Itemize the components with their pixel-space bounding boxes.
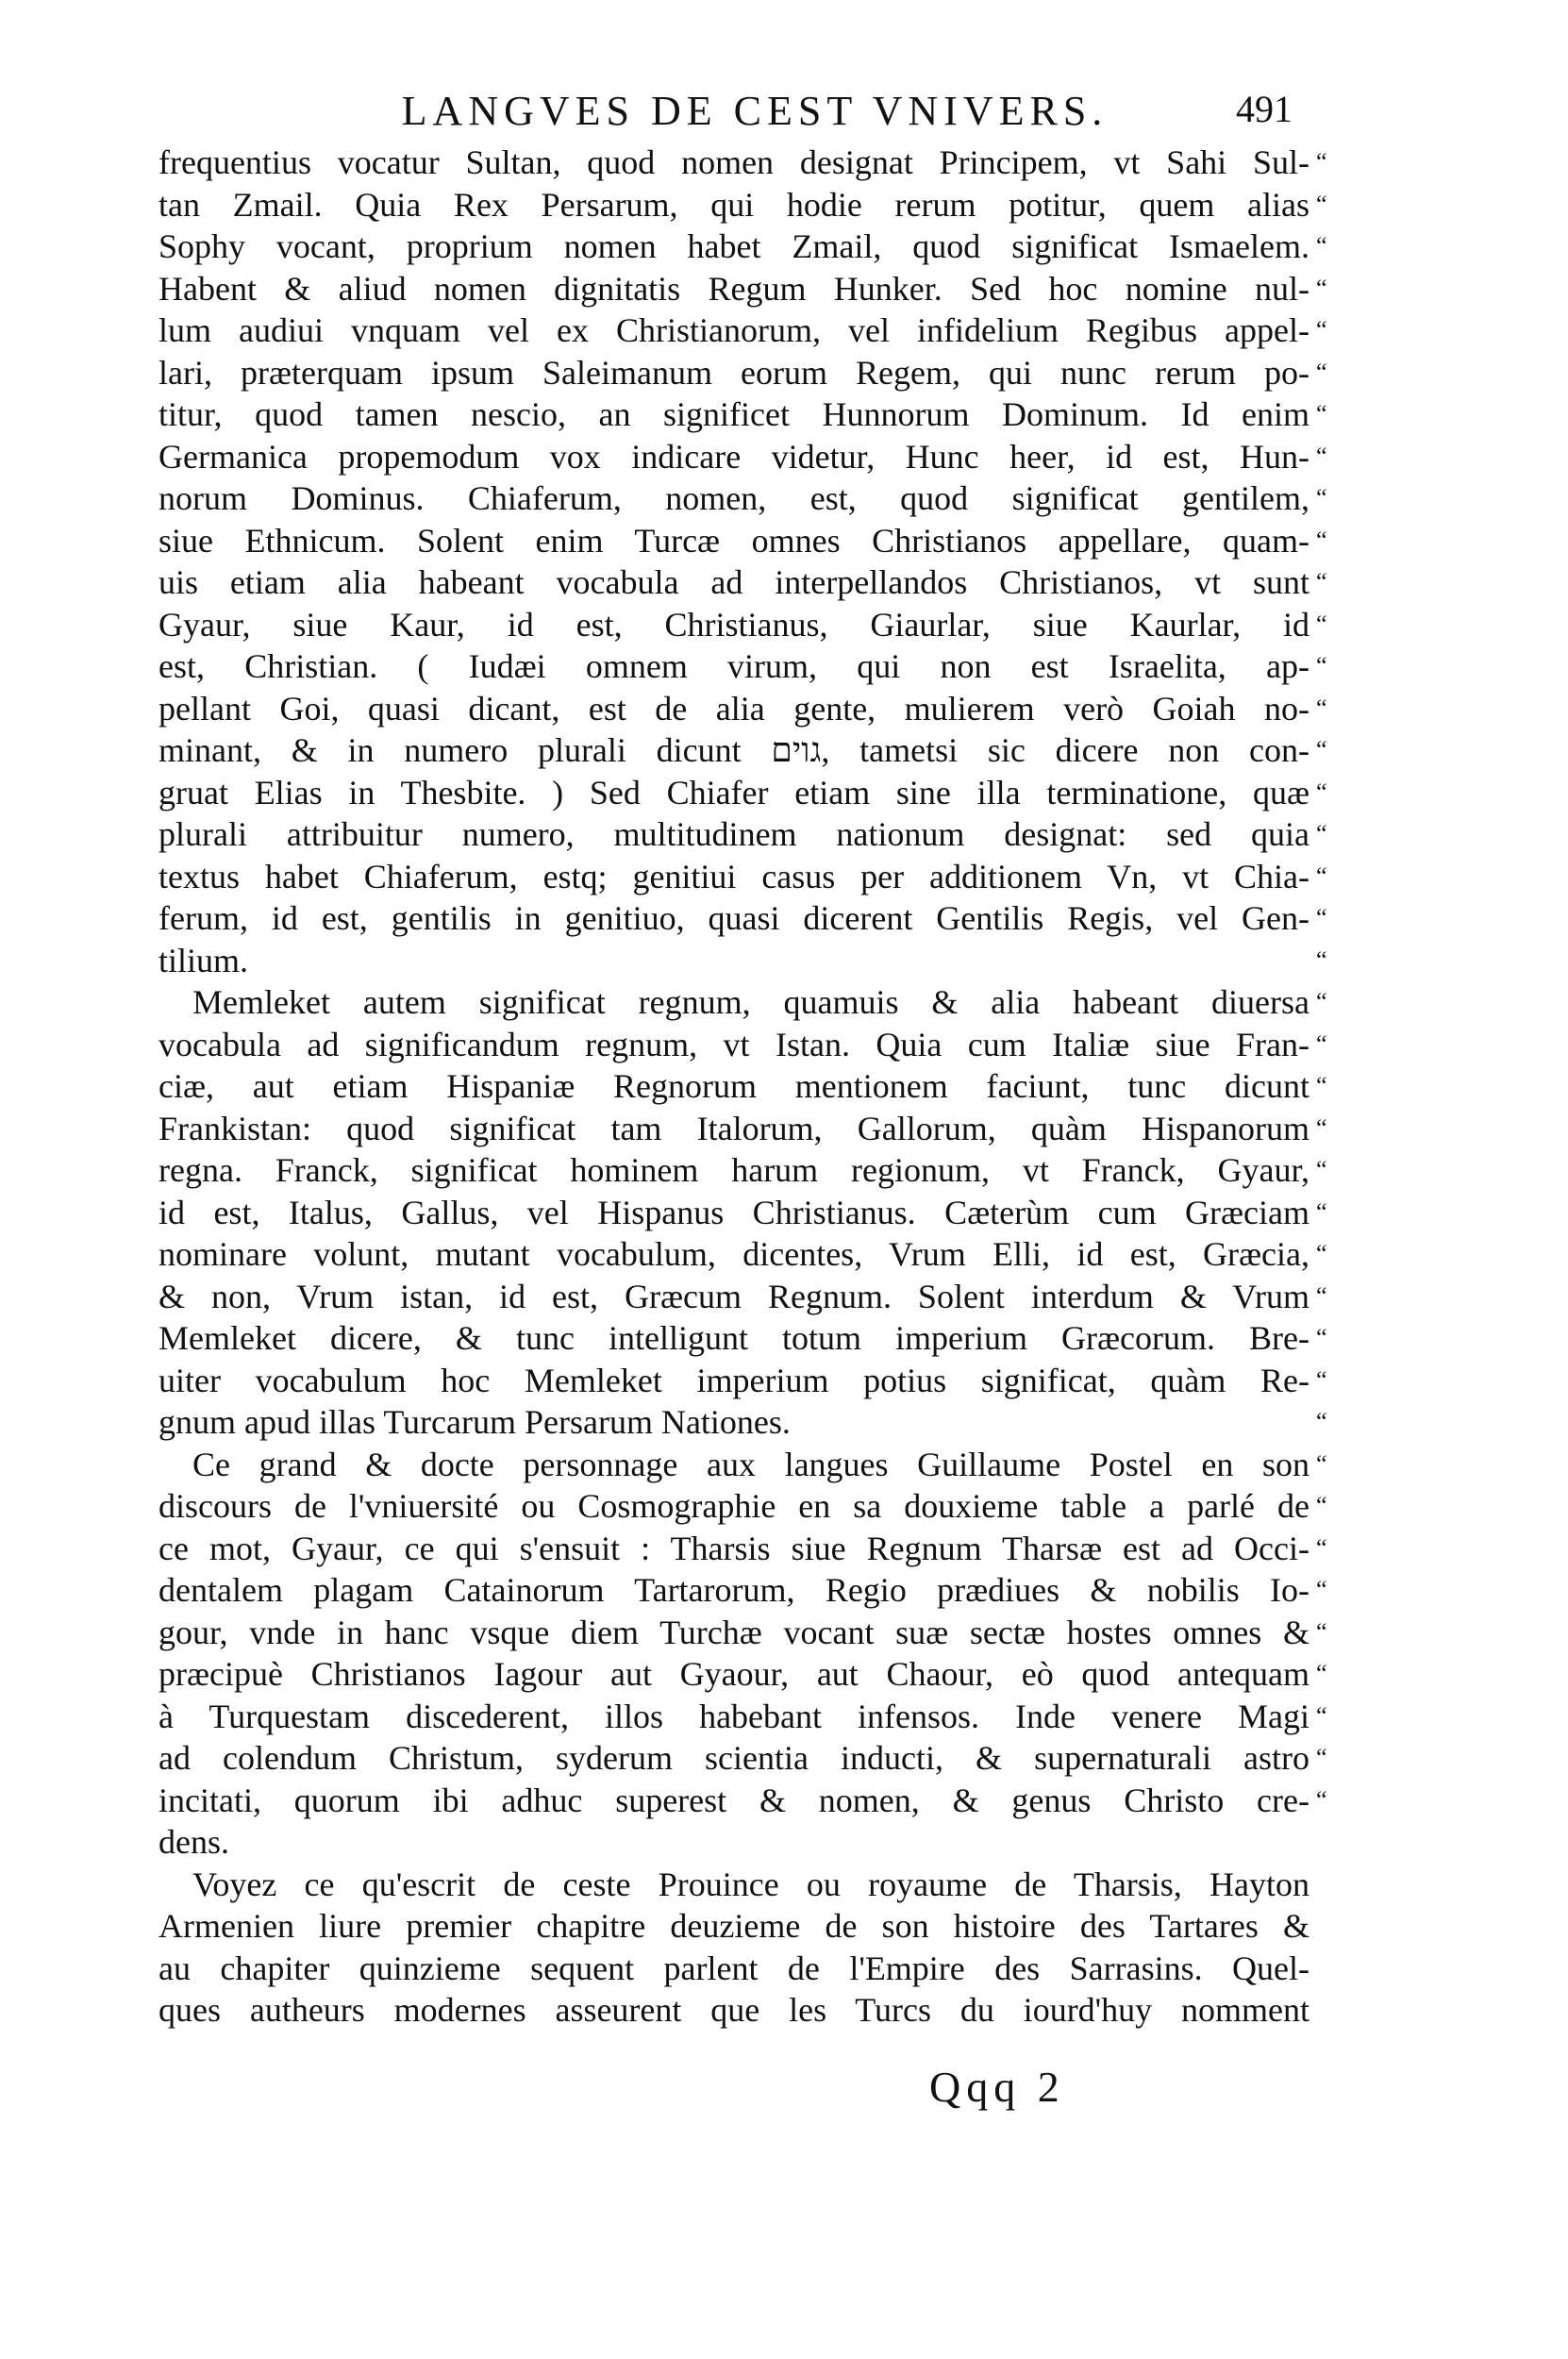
quote-mark: “	[1316, 400, 1327, 427]
text-line: prӕcipuè Christianos Iagour aut Gyaour, aut Chaour, eò quod antequam	[158, 1655, 1309, 1693]
text-line: Armenien liure premier chapitre deuzieme de son histoire des Tartares &	[158, 1907, 1309, 1945]
text-line: Memleket dicere, & tunc intelligunt totum imperium Grӕcorum. Bre-	[158, 1319, 1309, 1357]
quote-mark: “	[1316, 316, 1327, 343]
quote-mark: “	[1316, 904, 1327, 931]
text-line: norum Dominus. Chiaferum, nomen, est, quod significat gentilem,	[158, 479, 1309, 517]
quote-mark	[1316, 1905, 1354, 1948]
text-line: lari, prӕterquam ipsum Saleimanum eorum Regem, qui nunc rerum po-	[158, 353, 1309, 392]
quote-mark	[1316, 1948, 1354, 1990]
text-line: ciӕ, aut etiam Hispaniӕ Regnorum mentionem faciunt, tunc dicunt	[158, 1067, 1309, 1105]
text-line: pellant Goi, quasi dicant, est de alia gente, mulierem verò Goiah no-	[158, 689, 1309, 728]
quote-mark: “	[1316, 148, 1327, 176]
text-line: dentalem plagam Catainorum Tartarorum, Regio prӕdiues & nobilis Io-	[158, 1571, 1309, 1609]
marginal-quote-marks	[1316, 142, 1354, 2032]
body-text	[158, 142, 1309, 2032]
running-head: LANGVES DE CEST VNIVERS.	[401, 88, 1109, 134]
text-line: uis etiam alia habeant vocabula ad interpellandos Christianos, vt sunt	[158, 563, 1309, 601]
text-line: nominare volunt, mutant vocabulum, dicentes, Vrum Elli, id est, Grӕcia,	[158, 1235, 1309, 1273]
text-line: textus habet Chiaferum, estq; genitiui casus per additionem Vn, vt Chia-	[158, 857, 1309, 895]
quote-mark: “	[1316, 610, 1327, 638]
text-line: vocabula ad significandum regnum, vt Istan. Quia cum Italiӕ siue Fran-	[158, 1025, 1309, 1063]
quote-mark: “	[1316, 1072, 1327, 1099]
text-line: Ce grand & docte personnage aux langues Guillaume Postel en son	[192, 1445, 1309, 1483]
quote-mark: “	[1316, 1197, 1327, 1226]
quote-mark: “	[1316, 1785, 1327, 1814]
quote-mark: “	[1316, 568, 1327, 595]
quote-mark: “	[1316, 1660, 1327, 1687]
text-line: lum audiui vnquam vel ex Christianorum, vel infidelium Regibus appel-	[158, 311, 1309, 349]
text-line: id est, Italus, Gallus, vel Hispanus Christianus. Cӕterùm cum Grӕciam	[158, 1193, 1309, 1231]
quote-mark: “	[1316, 945, 1327, 974]
signature-mark: Qqq 2	[929, 2063, 1065, 2111]
text-line: tilium.	[158, 941, 249, 979]
quote-mark: “	[1316, 1281, 1327, 1310]
quote-mark: “	[1316, 1029, 1327, 1058]
text-line: ce mot, Gyaur, ce qui s'ensuit : Tharsis siue Regnum Tharsӕ est ad Occi-	[158, 1529, 1309, 1567]
quote-mark: “	[1316, 1408, 1327, 1435]
quote-mark: “	[1316, 1156, 1327, 1183]
page-number: 491	[1236, 88, 1293, 130]
text-line: Gyaur, siue Kaur, id est, Christianus, Giaurlar, siue Kaurlar, id	[158, 605, 1309, 644]
text-line: Habent & aliud nomen dignitatis Regum Hunker. Sed hoc nomine nul-	[158, 269, 1309, 308]
quote-mark: “	[1316, 862, 1327, 890]
quote-mark: “	[1316, 484, 1327, 511]
quote-mark: “	[1316, 1240, 1327, 1267]
quote-mark: “	[1316, 1576, 1327, 1603]
text-line: uiter vocabulum hoc Memleket imperium potius significat, quàm Re-	[158, 1361, 1309, 1399]
quote-mark	[1316, 1821, 1354, 1864]
quote-mark: “	[1316, 1701, 1327, 1730]
text-line: & non, Vrum istan, id est, Grӕcum Regnum. Solent interdum & Vrum	[158, 1277, 1309, 1315]
text-line: Memleket autem significat regnum, quamuis & alia habeant diuersa	[192, 983, 1309, 1021]
text-line: dens.	[158, 1823, 229, 1861]
text-line: est, Christian. ( Iudӕi omnem virum, qui non est Israelita, ap-	[158, 647, 1309, 685]
text-line: ad colendum Christum, syderum scientia inducti, & supernaturali astro	[158, 1739, 1309, 1777]
quote-mark: “	[1316, 232, 1327, 259]
quote-mark: “	[1316, 526, 1327, 554]
quote-mark	[1316, 1864, 1354, 1906]
quote-mark: “	[1316, 736, 1327, 763]
text-line: tan Zmail. Quia Rex Persarum, qui hodie rerum potitur, quem alias	[158, 185, 1309, 224]
quote-mark: “	[1316, 1113, 1327, 1142]
text-line: au chapiter quinzieme sequent parlent de l'Empire des Sarrasins. Quel-	[158, 1949, 1309, 1987]
text-line: siue Ethnicum. Solent enim Turcӕ omnes Christianos appellare, quam-	[158, 521, 1309, 560]
text-line: gnum apud illas Turcarum Persarum Nationes.	[158, 1403, 791, 1441]
quote-mark: “	[1316, 1449, 1327, 1478]
quote-mark: “	[1316, 1324, 1327, 1351]
quote-mark: “	[1316, 358, 1327, 386]
quote-mark: “	[1316, 442, 1327, 470]
quote-mark	[1316, 1989, 1354, 2032]
text-line: frequentius vocatur Sultan, quod nomen designat Principem, vt Sahi Sul-	[158, 143, 1309, 181]
text-line: incitati, quorum ibi adhuc superest & nomen, & genus Christo cre-	[158, 1781, 1309, 1819]
text-line: ques autheurs modernes asseurent que les Turcs du iourd'huy nomment	[158, 1991, 1309, 2029]
quote-mark: “	[1316, 820, 1327, 847]
quote-mark: “	[1316, 778, 1327, 806]
text-line: ferum, id est, gentilis in genitiuo, quasi dicerent Gentilis Regis, vel Gen-	[158, 899, 1309, 937]
text-line: minant, & in numero plurali dicunt גוים, tametsi sic dicere non con-	[158, 731, 1309, 769]
text-line: Voyez ce qu'escrit de ceste Prouince ou royaume de Tharsis, Hayton	[192, 1865, 1309, 1903]
quote-mark: “	[1316, 274, 1327, 302]
quote-mark: “	[1316, 694, 1327, 722]
quote-mark: “	[1316, 988, 1327, 1015]
text-line: gruat Elias in Thesbite. ) Sed Chiafer etiam sine illa terminatione, quӕ	[158, 773, 1309, 811]
quote-mark: “	[1316, 652, 1327, 679]
text-line: titur, quod tamen nescio, an significet Hunnorum Dominum. Id enim	[158, 395, 1309, 433]
quote-mark: “	[1316, 1617, 1327, 1646]
text-line: à Turquestam discederent, illos habebant infensos. Inde venere Magi	[158, 1697, 1309, 1735]
quote-mark: “	[1316, 1492, 1327, 1519]
quote-mark: “	[1316, 1365, 1327, 1394]
text-line: Frankistan: quod significat tam Italorum, Gallorum, quàm Hispanorum	[158, 1109, 1309, 1147]
text-line: regna. Franck, significat hominem harum regionum, vt Franck, Gyaur,	[158, 1151, 1309, 1189]
text-line: discours de l'vniuersité ou Cosmographie en sa douxieme table a parlé de	[158, 1487, 1309, 1525]
text-line: Sophy vocant, proprium nomen habet Zmail, quod significat Ismaelem.	[158, 227, 1309, 265]
quote-mark: “	[1316, 190, 1327, 218]
text-line: plurali attribuitur numero, multitudinem nationum designat: sed quia	[158, 815, 1309, 853]
quote-mark: “	[1316, 1533, 1327, 1562]
quote-mark: “	[1316, 1744, 1327, 1771]
text-line: Germanica propemodum vox indicare videtur, Hunc heer, id est, Hun-	[158, 437, 1309, 476]
text-line: gour, vnde in hanc vsque diem Turchӕ vocant suӕ sectӕ hostes omnes &	[158, 1613, 1309, 1651]
